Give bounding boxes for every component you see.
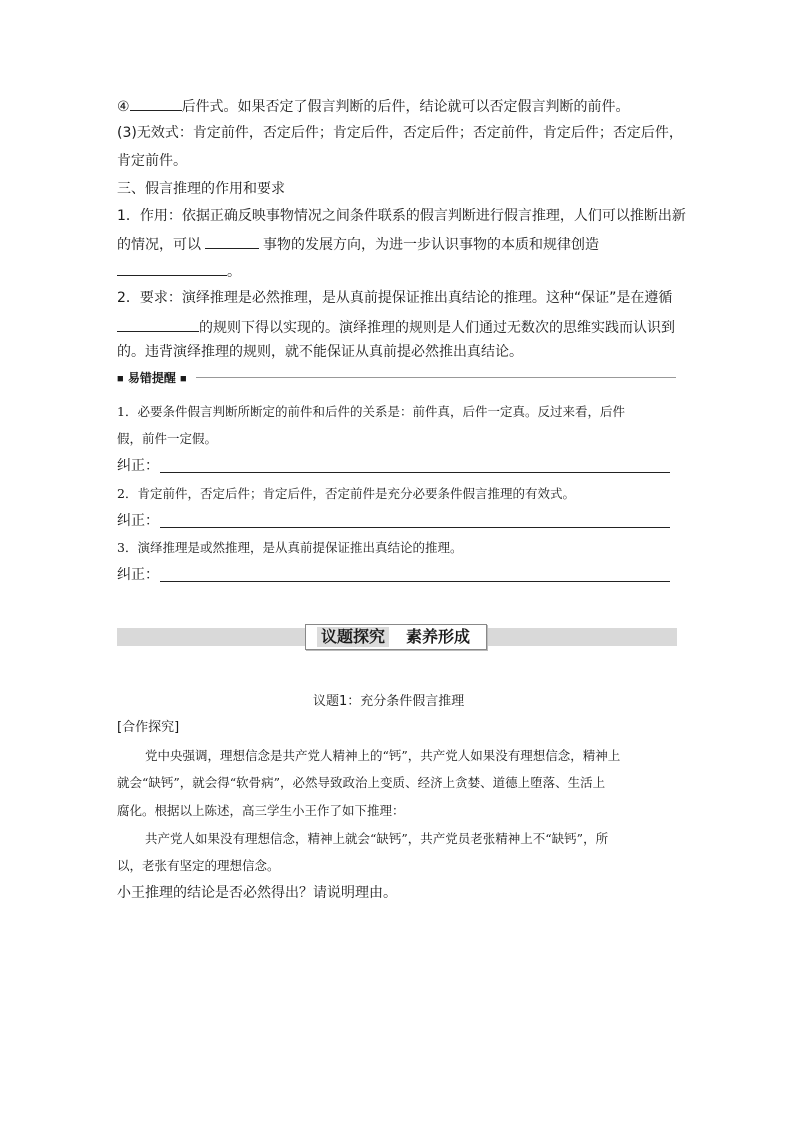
requirement-text: 的规则下得以实现的。演绎推理的规则是人们通过无数次的思维实践而认识到: [199, 320, 675, 336]
role-text-a: 的情况，可以: [117, 237, 201, 253]
item4-number: ④: [117, 99, 130, 115]
tips-square-icon: ■: [117, 374, 124, 383]
section-heading: 三、假言推理的作用和要求: [117, 181, 285, 197]
requirement-line1: 2．要求：演绎推理是必然推理，是从真前提保证推出真结论的推理。这种“保证”是在遵循: [117, 290, 673, 306]
tips-header: [117, 368, 187, 389]
role-line2: [117, 233, 599, 255]
role-period: 。: [227, 264, 241, 280]
tip3-line: 3．演绎推理是或然推理，是从真前提保证推出真结论的推理。: [117, 540, 463, 555]
para1-line1: 党中央强调，理想信念是共产党人精神上的“钙”，共产党人如果没有理想信念，精神上: [145, 748, 621, 763]
tips-square-icon-right: ■: [180, 374, 187, 383]
para1-line3: 腐化。根据以上陈述，高三学生小王作了如下推理：: [117, 803, 405, 818]
requirement-blank[interactable]: [117, 316, 199, 332]
requirement-line3: 的。违背演绎推理的规则，就不能保证从真前提必然推出真结论。: [117, 344, 523, 360]
correction-label-1: 纠正：: [117, 458, 159, 474]
tips-divider: [196, 377, 676, 378]
para2-line2: 以，老张有坚定的理想信念。: [117, 858, 280, 873]
role-blank-1[interactable]: [205, 233, 259, 249]
tip2-line: 2．肯定前件，否定后件；肯定后件，否定前件是充分必要条件假言推理的有效式。: [117, 486, 575, 501]
banner-title: [305, 624, 487, 650]
cooperative-label: [合作探究]: [117, 720, 180, 735]
tip1-line1: 1．必要条件假言判断所断定的前件和后件的关系是：前件真，后件一定真。反过来看，后件: [117, 404, 625, 419]
requirement-line2: [117, 316, 675, 338]
correction-input-3[interactable]: [160, 581, 670, 582]
item4-text: 后件式。如果否定了假言判断的后件，结论就可以否定假言判断的前件。: [181, 99, 630, 115]
tip1-line2: 假，前件一定假。: [117, 431, 218, 446]
question: 小王推理的结论是否必然得出？请说明理由。: [117, 885, 397, 901]
para1-line2: 就会“缺钙”，就会得“软骨病”，必然导致政治上变质、经济上贪婪、道德上堕落、生活上: [117, 775, 606, 790]
correction-label-3: 纠正：: [117, 567, 159, 583]
role-text-b: 事物的发展方向，为进一步认识事物的本质和规律创造: [263, 237, 599, 253]
invalid-forms-line2: 肯定前件。: [117, 153, 187, 169]
role-line3: [117, 260, 241, 282]
banner-part2: 素养形成: [406, 627, 471, 646]
banner-part1: 议题探究: [317, 627, 389, 647]
item4-blank[interactable]: [130, 95, 182, 111]
invalid-forms-line1: (3)无效式：肯定前件，否定后件；肯定后件，否定后件；否定前件，肯定后件；否定后件，: [117, 125, 683, 141]
item4-line: [117, 95, 630, 117]
correction-label-2: 纠正：: [117, 513, 159, 529]
correction-input-1[interactable]: [160, 472, 670, 473]
role-line1: 1．作用：依据正确反映事物情况之间条件联系的假言判断进行假言推理，人们可以推断出新: [117, 208, 686, 224]
correction-input-2[interactable]: [160, 527, 670, 528]
topic-title: 议题1：充分条件假言推理: [313, 694, 465, 709]
role-blank-2[interactable]: [117, 260, 227, 276]
para2-line1: 共产党人如果没有理想信念，精神上就会“缺钙”，共产党员老张精神上不“缺钙”，所: [145, 831, 609, 846]
tips-title: 易错提醒: [127, 371, 176, 385]
